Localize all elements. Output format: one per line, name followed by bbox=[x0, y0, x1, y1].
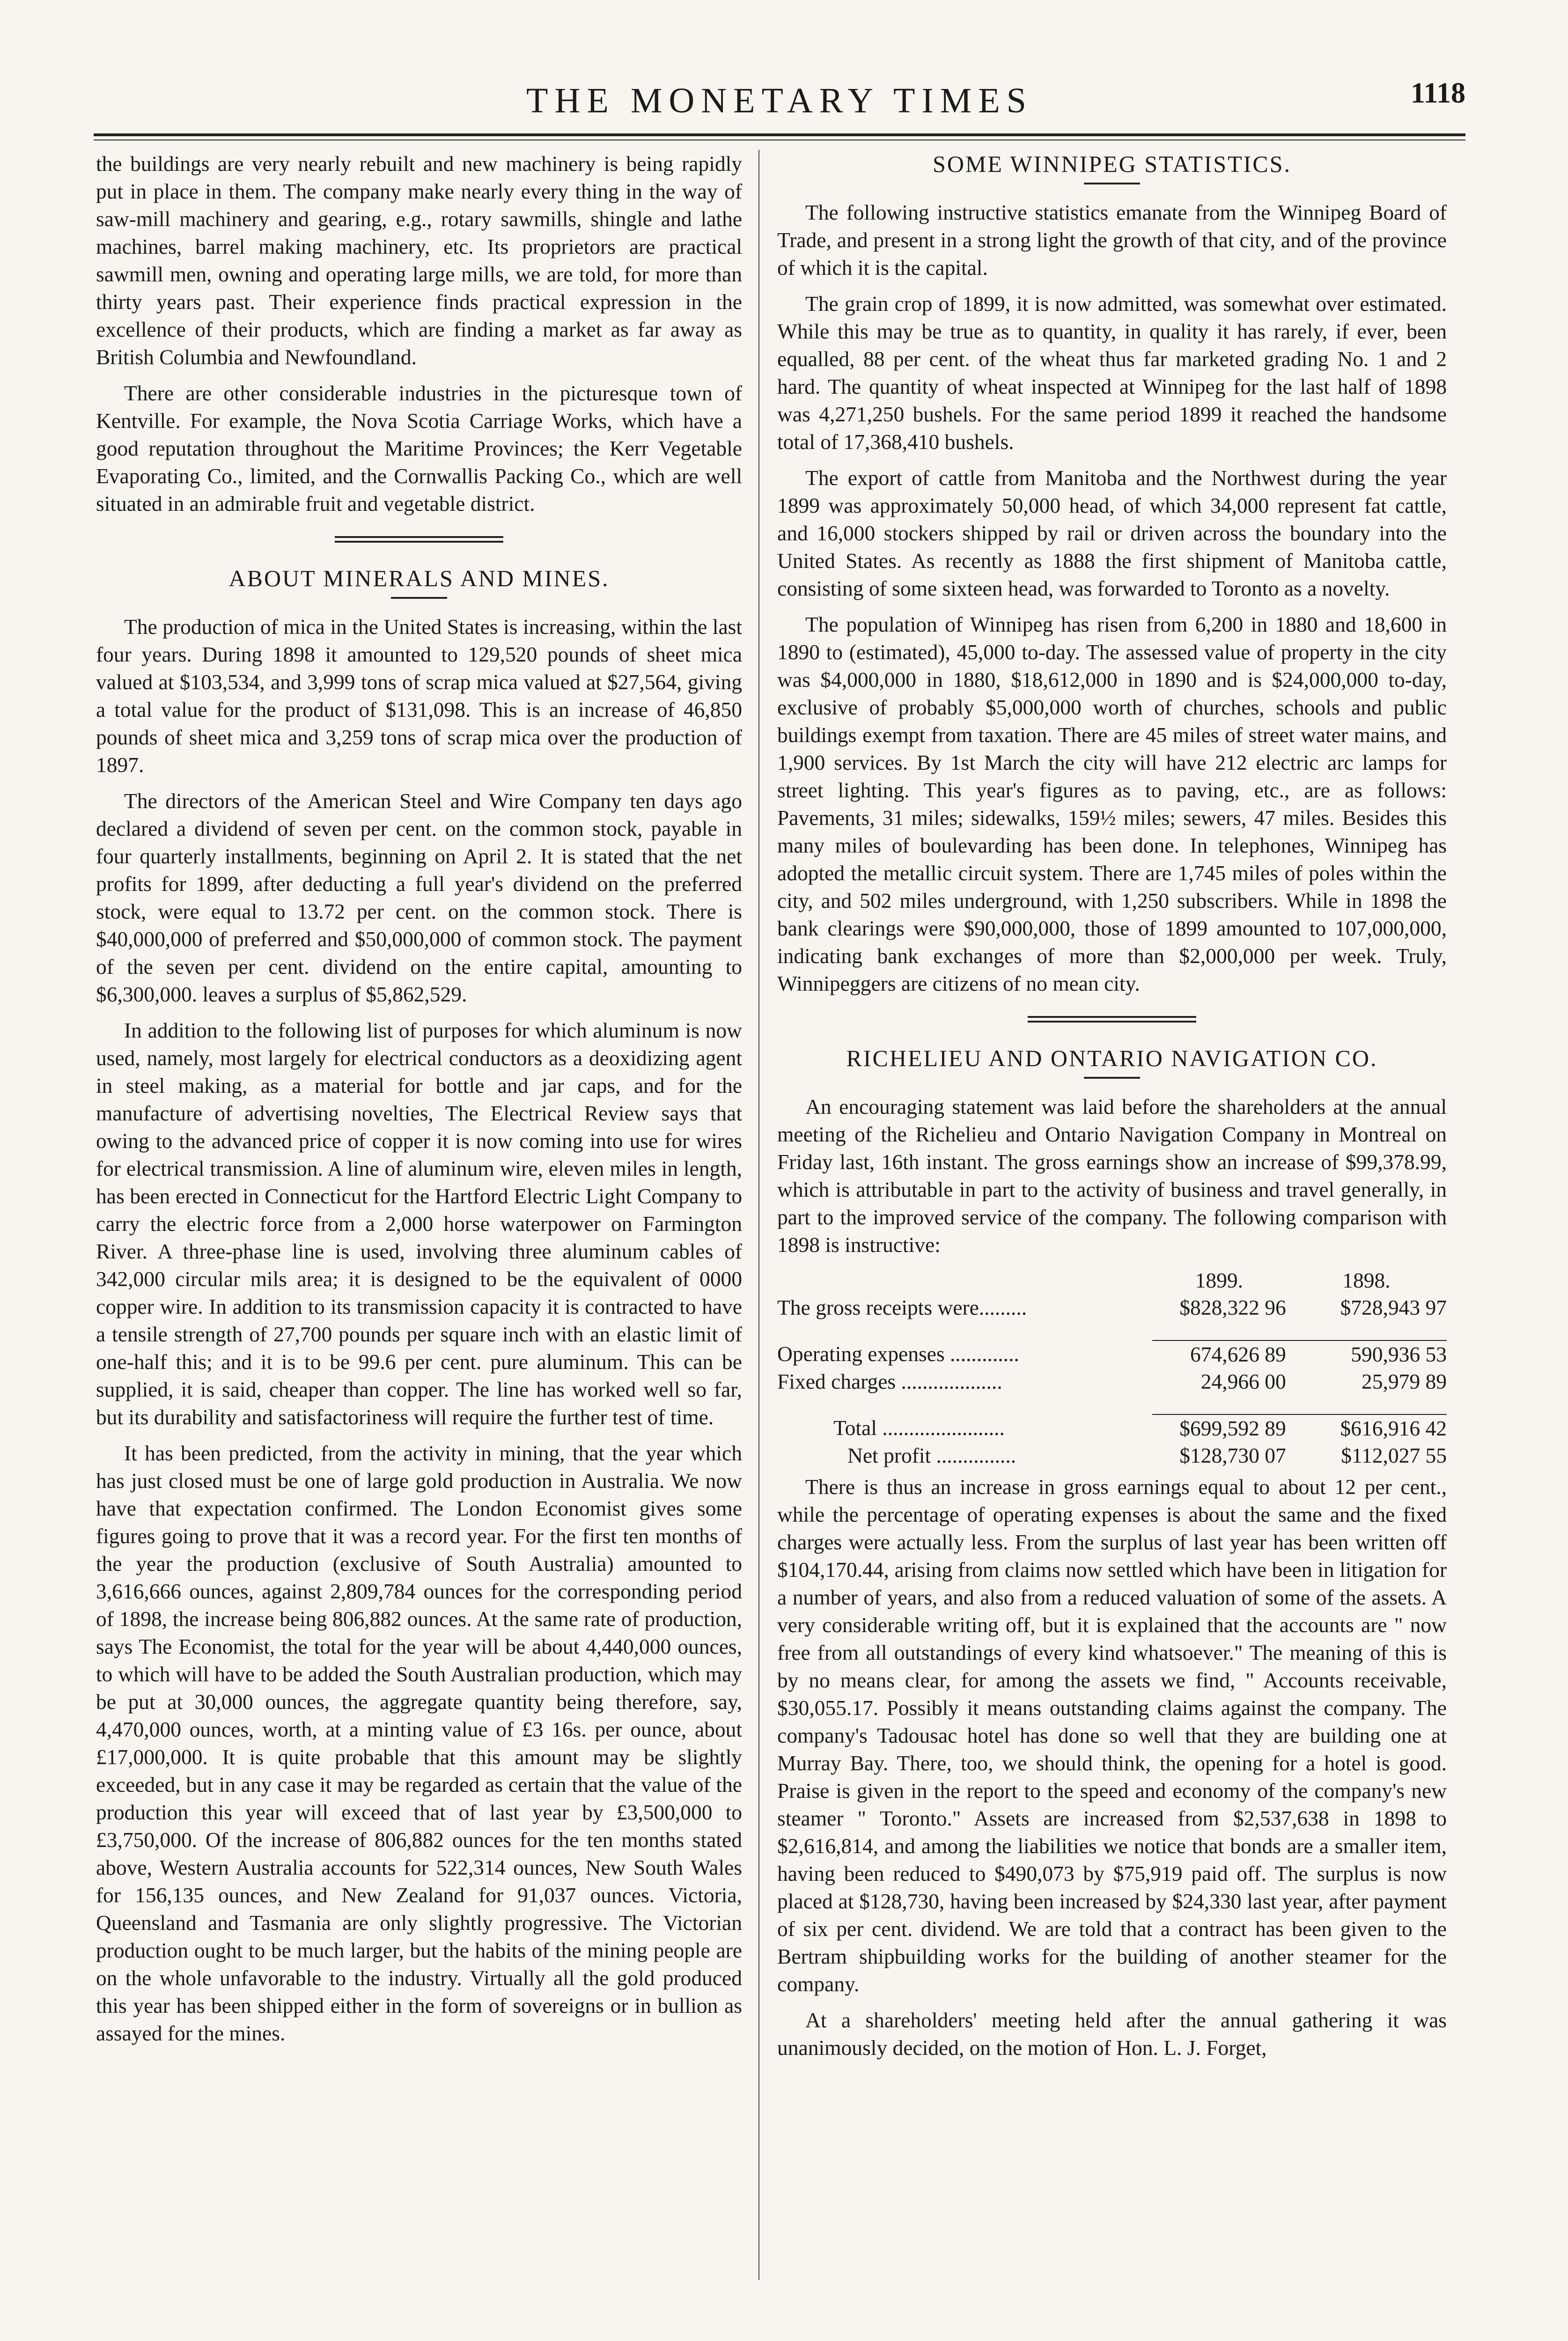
column-divider bbox=[758, 150, 759, 2280]
kentville-paragraph-1: the buildings are very nearly rebuilt and new machinery is being rapidly put in place in them. The company make nearly every thing in the way of saw-mill machinery and gearing, e.g., rotary sawmills, shingle and lathe machines, barrel making machinery, etc. Its proprietors are practical sawmill men, owning and operating large mills, we are told, for more than thirty years past. Their experience finds practical expression in the excellence of their products, which are finding a market as far away as British Columbia and Newfoundland. bbox=[96, 152, 742, 369]
section-separator bbox=[1028, 1016, 1196, 1023]
cell-1899: 24,966 00 bbox=[1200, 1369, 1286, 1393]
winnipeg-paragraph-3: The export of cattle from Manitoba and the Northwest during the year 1899 was approximately 50,000 head, of which 34,000 represent fat cattle, and 16,000 stockers shipped by rail or driven across the boundary into the United States. As recently as 1888 the first shipment of Manitoba cattle, consisting of some sixteen head, was forwarded to Toronto as a novelty. bbox=[777, 466, 1447, 600]
column-header-1898: 1898. bbox=[1342, 1268, 1391, 1292]
richelieu-paragraph-1: An encouraging statement was laid before the shareholders at the annual meeting of the Richelieu and Ontario Navigation Company in Montreal on Friday last, 16th instant. The gross earnings show an increase of $99,378.99, which is attributable in part to the activity of business and travel generally, in part to the improved service of the company. The following comparison with 1898 is instructive: bbox=[777, 1095, 1447, 1257]
page-number: 1118 bbox=[1410, 77, 1465, 109]
cell-1899: $128,730 07 bbox=[1179, 1443, 1286, 1467]
header-rule-thick bbox=[94, 133, 1465, 136]
kentville-paragraph-2: There are other considerable industries in the picturesque town of Kentville. For example, the Nova Scotia Carriage Works, which have a good reputation throughout the Maritime Provinces; the Kerr Vegetable Evaporating Co., limited, and the Cornwallis Packing Co., which are well situated in an admirable fruit and vegetable district. bbox=[96, 381, 742, 515]
minerals-heading: ABOUT MINERALS AND MINES. bbox=[228, 565, 610, 591]
column-header-1899: 1899. bbox=[1195, 1268, 1243, 1292]
winnipeg-paragraph-1: The following instructive statistics emanate from the Winnipeg Board of Trade, and present in a strong light the growth of that city, and of the province of which it is the capital. bbox=[777, 200, 1447, 280]
table-row bbox=[777, 1442, 1447, 1469]
aluminum-paragraph: In addition to the following list of purposes for which aluminum is now used, namely, most largely for electrical conductors as a deoxidizing agent in steel making, as a material for bottle and jar caps, and for the manufacture of advertising novelties, The Electrical Review says that owing to the advanced price of copper it is now coming into use for wires for electrical transmission. A line of aluminum wire, eleven miles in length, has been erected in Connecticut for the Hartford Electric Light Company to carry the electric force from a 2,000 horse waterpower on Farmington River. A three-phase line is used, involving three aluminum cables of 342,000 circular mils area; it is designed to be the equivalent of 0000 copper wire. In addition to its transmission capacity it is contracted to have a tensile strength of 27,700 pounds per square inch with an elastic limit of one-half this; and it is to be 99.6 per cent. pure aluminum. This can be supplied, it is said, cheaper than copper. The line has worked well so far, but its durability and satisfactoriness will require the further test of time. bbox=[96, 1018, 742, 1429]
heading-rule bbox=[1084, 1077, 1140, 1079]
table-row bbox=[777, 1368, 1447, 1395]
section-separator bbox=[335, 536, 503, 543]
mica-paragraph: The production of mica in the United States is increasing, within the last four years. During 1898 it amounted to 129,520 pounds of sheet mica valued at $103,534, and 3,999 tons of scrap mica valued at $27,564, giving a total value for the product of $131,098. This is an increase of 46,850 pounds of sheet mica and 3,259 tons of scrap mica over the production of 1897. bbox=[96, 615, 742, 777]
page-header bbox=[94, 75, 1465, 131]
row-label: Total ....................... bbox=[833, 1416, 1005, 1440]
winnipeg-paragraph-4: The population of Winnipeg has risen from 6,200 in 1880 and 18,600 in 1890 to (estimated), 45,000 to-day. The assessed value of property in the city was $4,000,000 in 1880, $18,612,000 in 1890 and is $24,000,000 to-day, exclusive of probably $5,000,000 worth of churches, schools and public buildings exempt from taxation. There are 45 miles of street water mains, and 1,900 services. By 1st March the city will have 212 electric arc lamps for street lighting. This year's figures as to paving, etc., are as follows: Pavements, 31 miles; sidewalks, 159½ miles; sewers, 47 miles. Besides this many miles of boulevarding has been done. In telephones, Winnipeg has adopted the metallic circuit system. There are 1,745 miles of poles within the city, and 502 miles underground, with 1,250 subscribers. While in 1898 the bank clearings were $90,000,000, those of 1899 amounted to 107,000,000, indicating bank exchanges of more than $2,000,000 per week. Truly, Winnipeggers are citizens of no mean city. bbox=[777, 612, 1447, 995]
row-label: Operating expenses ............. bbox=[777, 1342, 1019, 1366]
table-row bbox=[777, 1294, 1447, 1321]
richelieu-paragraph-3: At a shareholders' meeting held after the annual gathering it was unanimously decided, on the motion of Hon. L. J. Forget, bbox=[777, 2008, 1447, 2060]
winnipeg-heading: SOME WINNIPEG STATISTICS. bbox=[933, 151, 1291, 177]
winnipeg-paragraph-2: The grain crop of 1899, it is now admitted, was somewhat over estimated. While this may be true as to quantity, in quality it has rarely, if ever, been equalled, 88 per cent. of the wheat thus far marketed grading No. 1 and 2 hard. The quantity of wheat inspected at Winnipeg for the last half of 1898 was 4,271,250 bushels. For the same period 1899 it reached the handsome total of 17,368,410 bushels. bbox=[777, 292, 1447, 454]
cell-1898: $728,943 97 bbox=[1340, 1296, 1447, 1319]
right-column bbox=[777, 150, 1447, 2070]
earnings-comparison-table bbox=[777, 1267, 1447, 1469]
cell-1898: 25,979 89 bbox=[1362, 1369, 1447, 1393]
row-label: Fixed charges ................... bbox=[777, 1369, 1002, 1393]
cell-1898: $112,027 55 bbox=[1341, 1443, 1447, 1467]
gold-paragraph: It has been predicted, from the activity in mining, that the year which has just closed must be one of large gold production in Australia. We now have that expectation confirmed. The London Economist gives some figures going to prove that it was a record year. For the first ten months of the year the production (exclusive of South Australia) amounted to 3,616,666 ounces, against 2,809,784 ounces for the corresponding period of 1898, the increase being 806,882 ounces. At the same rate of production, says The Economist, the total for the year will be about 4,440,000 ounces, to which will have to be added the South Australian production, which may be put at 30,000 ounces, the aggregate quantity being therefore, say, 4,470,000 ounces, worth, at a minting value of £3 16s. per ounce, about £17,000,000. It is quite probable that this amount may be slightly exceeded, but in any case it may be regarded as certain that the value of the production this year will exceed that of last year by £3,500,000 to £3,750,000. Of the increase of 806,882 ounces for the ten months stated above, Western Australia accounts for 522,314 ounces, New South Wales for 156,135 ounces, and New Zealand for 91,037 ounces. Victoria, Queensland and Tasmania are only slightly progressive. The Victorian production ought to be much larger, but the habits of the mining people are on the whole unfavorable to the industry. Virtually all the gold produced this year has been shipped either in the form of sovereigns or in bullion as assayed for the mines. bbox=[96, 1441, 742, 2045]
cell-1899: $699,592 89 bbox=[1152, 1414, 1286, 1442]
cell-1899: $828,322 96 bbox=[1179, 1296, 1286, 1319]
left-column bbox=[96, 150, 742, 2055]
richelieu-paragraph-2: There is thus an increase in gross earnings equal to about 12 per cent., while the percentage of operating expenses is about the same and the fixed charges were actually less. From the surplus of last year has been written off $104,170.44, arising from claims now settled which have been in litigation for a number of years, and also from a reduced valuation of some of the assets. A very considerable writing off, but it is explained that the accounts are " now free from all outstandings of every kind whatsoever." The meaning of this is by no means clear, for among the assets we find, " Accounts receivable, $30,055.17. Possibly it means outstanding claims against the company. The company's Tadousac hotel has done so well that they are building one at Murray Bay. There, too, we should think, the opening for a hotel is good. Praise is given in the report to the speed and economy of the company's new steamer " Toronto." Assets are increased from $2,537,638 in 1898 to $2,616,814, and among the liabilities we notice that bonds are a smaller item, having been reduced to $490,073 by $75,919 paid off. The surplus is now placed at $128,730, having been increased by $24,330 last year, after payment of six per cent. dividend. We are told that a contract has been given to the Bertram shipbuilding works for the building of another steamer for the company. bbox=[777, 1475, 1447, 1996]
masthead-title: THE MONETARY TIMES bbox=[526, 81, 1033, 120]
table-row bbox=[777, 1340, 1447, 1368]
steel-wire-paragraph: The directors of the American Steel and Wire Company ten days ago declared a dividend of seven per cent. on the common stock, payable in four quarterly installments, beginning on April 2. It is stated that the net profits for 1899, after deducting a full year's dividend on the preferred stock, were equal to 13.72 per cent. on the common stock. There is $40,000,000 of preferred and $50,000,000 of common stock. The payment of the seven per cent. dividend on the entire capital, amounting to $6,300,000. leaves a surplus of $5,862,529. bbox=[96, 789, 742, 1006]
table-row bbox=[777, 1414, 1447, 1442]
row-label: Net profit ............... bbox=[847, 1443, 1016, 1467]
row-label: The gross receipts were......... bbox=[777, 1296, 1027, 1319]
table-header-row bbox=[777, 1267, 1447, 1294]
cell-1899: 674,626 89 bbox=[1152, 1340, 1286, 1368]
heading-rule bbox=[391, 597, 447, 599]
heading-rule bbox=[1084, 183, 1140, 184]
cell-1898: 590,936 53 bbox=[1286, 1340, 1447, 1368]
richelieu-heading: RICHELIEU AND ONTARIO NAVIGATION CO. bbox=[846, 1045, 1378, 1071]
cell-1898: $616,916 42 bbox=[1286, 1414, 1447, 1442]
